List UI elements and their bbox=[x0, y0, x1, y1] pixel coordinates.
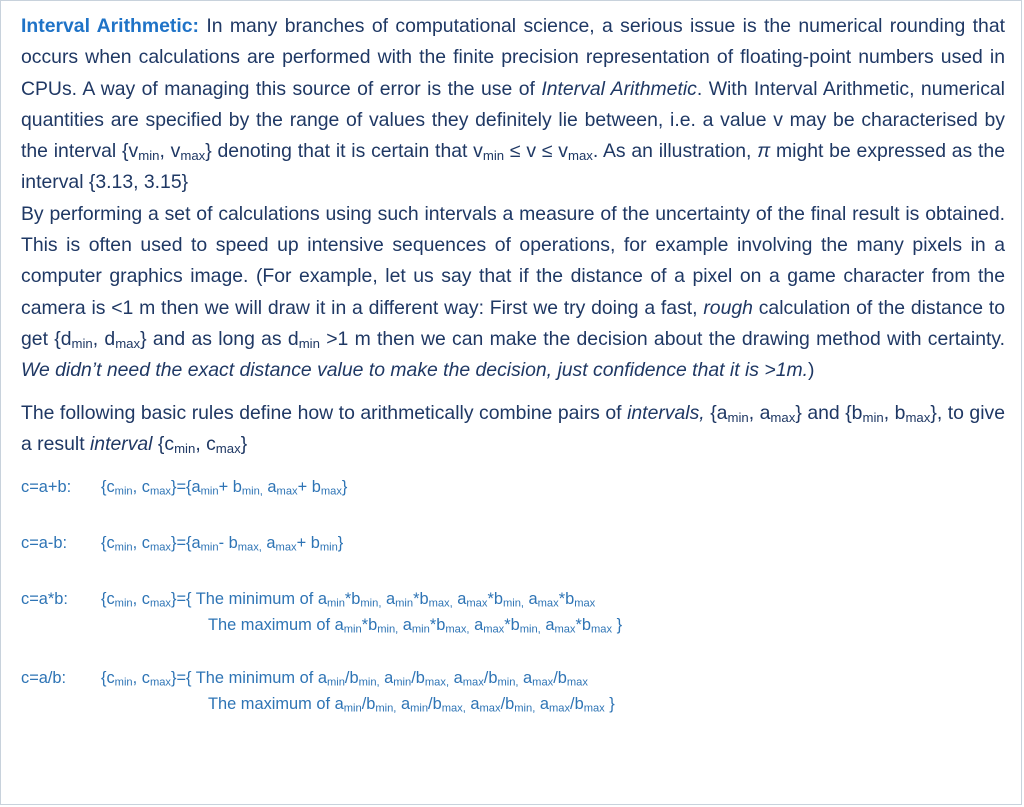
rules-intro-paragraph: The following basic rules define how to arithmetically combine pairs of intervals, {$a_{min}$, $a_{max}$} and {$b_{min}$, $b_{max}$}, to give a result interval {$c_{min}$, $c_{max}$} bbox=[21, 401, 1006, 457]
rule-label: c=a+b: bbox=[21, 478, 72, 497]
rule-label: c=a/b: bbox=[21, 669, 67, 688]
explanation-paragraph: By performing a set of calculations using such intervals a measure of the uncertainty of the final result is obtained. This is often used to speed up intensive sequences of operations, for example involving the many pixels in a computer graphics image. (For example, let us say that if the distance of a pixel on a game character from the camera is <1 m then we will draw it in a different way: First we try doing a fast, rough calculation of the distance to get {$d_{min}$, $d_{max}$} and as long as $d_{min} >1$ m then we can make the decision about the drawing method with certainty. We didn’t need the exact distance value to make the decision, just confidence that it is >1m.) bbox=[21, 202, 1006, 382]
rule-multiplication: c=a*b: {$c_{min}$, $c_{max}\}=${ The minimum of $a_{min}*b_{min,}$ $a_{min}*b_{max,}$ $a_{max}*b_{min,}$ $a_{max}*b_{max}$ The maximum of $a_{min}*b_{min,}$ $a_{min}*b_{max,}$ $a_{max}*b_{min,}$ $a_{max}*b_{max}$ } bbox=[21, 586, 1005, 638]
rule-label: c=a-b: bbox=[21, 534, 68, 553]
document-body bbox=[21, 11, 1005, 717]
rule-division: c=a/b: {$c_{min}$, $c_{max}\}=${ The minimum of $a_{min}/b_{min,}$ $a_{min}/b_{max,}$ $a_{max}/b_{min,}$ $a_{max}/b_{max}$ The maximum of $a_{min}/b_{min,}$ $a_{min}/b_{max,}$ $a_{max}/b_{min,}$ $a_{max}/b_{max}$ } bbox=[21, 665, 1005, 717]
rule-label: c=a*b: bbox=[21, 590, 68, 609]
rule-subtraction: c=a-b: {$c_{min}$, $c_{max}\}=\{a_{min}-$ $b_{max,}$ $a_{max}+ b_{min}$} bbox=[21, 530, 1005, 556]
interval-rules bbox=[21, 474, 1005, 717]
rule-addition: c=a+b: {$c_{min}$, $c_{max}\}=\{a_{min}+ b_{min,}$ $a_{max}+ b_{max}$} bbox=[21, 474, 1005, 500]
section-heading: Interval Arithmetic: bbox=[21, 15, 199, 37]
intro-paragraph: Interval Arithmetic: In many branches of computational science, a serious issue is the numerical rounding that occurs when calculations are performed with the finite precision representation of floating-point numbers used in CPUs. A way of managing this source of error is the use of Interval Arithmetic. With Interval Arithmetic, numerical quantities are specified by the range of values they definitely lie between, i.e. a value v may be characterised by the interval {$v_{min}$, $v_{max}$} denoting that it is certain that $v_{min} \le v \le v_{max}$. As an illustration, π might be expressed as the interval {3.13, 3.15} bbox=[21, 15, 1005, 194]
